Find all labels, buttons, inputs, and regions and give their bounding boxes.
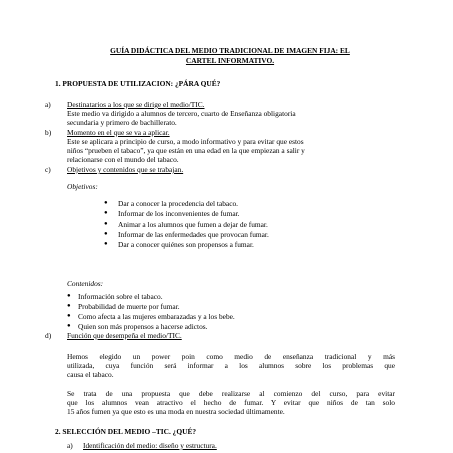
bullet-icon: ● (67, 323, 71, 329)
paragraph-2-line-1: Se trata de una propuesta que debe realizarse al comienzo del curso, para evitar (67, 389, 395, 398)
section-2-item-a-label: a) (67, 441, 73, 450)
bullet-icon: ● (67, 313, 71, 319)
contenido-item: Información sobre el tabaco. (78, 292, 163, 301)
objetivos-label: Objetivos: (67, 182, 98, 191)
bullet-icon: ● (67, 303, 71, 309)
bullet-icon: ● (104, 231, 108, 237)
section-2-heading: 2. SELECCIÓN DEL MEDIO –TIC. ¿QUÉ? (55, 427, 197, 436)
section-1-heading: 1. PROPUESTA DE UTILIZACION: ¿PÁRA QUÉ? (55, 79, 221, 88)
objetivo-item: Animar a los alumnos que fumen a dejar de fumar. (118, 220, 268, 229)
contenidos-label: Contenidos: (67, 279, 104, 288)
paragraph-2-line-2: que los alumnos vean atractivo el hecho de fumar. Y evitar que niños de tan solo (67, 398, 395, 407)
contenido-item: Como afecta a las mujeres embarazadas y a los bebe. (78, 312, 235, 321)
item-a-label: a) (45, 100, 51, 109)
item-d-heading: Función que desempeña el medio/TIC. (67, 331, 182, 340)
contenido-item: Quien son más propensos a hacerse adictos. (78, 322, 208, 331)
item-b-body-line-1: Este se aplicara a principio de curso, a modo informativo y para evitar que estos (67, 137, 304, 146)
item-a-body-line-1: Este medio va dirigido a alumnos de tercero, cuarto de Enseñanza obligatoria (67, 109, 296, 118)
item-c-heading: Objetivos y contenidos que se trabajan. (67, 165, 184, 174)
document-title-line-2: CARTEL INFORMATIVO. (185, 56, 275, 65)
item-c-label: c) (45, 165, 51, 174)
paragraph-1-line-1: Hemos elegido un power poin como medio de enseñanza tradicional y más (67, 352, 395, 361)
item-d-label: d) (45, 331, 52, 340)
bullet-icon: ● (104, 200, 108, 206)
item-a-heading: Destinatarios a los que se dirige el medio/TIC. (67, 100, 205, 109)
item-b-body-line-3: relacionarse con el mundo del tabaco. (67, 155, 179, 164)
objetivo-item: Informar de los inconvenientes de fumar. (118, 209, 240, 218)
paragraph-1-line-3: causa el tabaco. (67, 370, 114, 379)
objetivo-item: Informar de las enfermedades que provocan fumar. (118, 230, 269, 239)
bullet-icon: ● (67, 293, 71, 299)
bullet-icon: ● (104, 210, 108, 216)
contenido-item: Probabilidad de muerte por fumar. (78, 302, 180, 311)
bullet-icon: ● (104, 221, 108, 227)
section-2-item-a-heading: Identificación del medio: diseño y estructura. (83, 441, 217, 450)
item-a-body-line-2: secundaria y primero de bachillerato. (67, 118, 177, 127)
paragraph-2-line-3: 15 años fumen ya que esto es una moda en nuestra sociedad últimamente. (67, 407, 285, 416)
objetivo-item: Dar a conocer quiénes son propensos a fumar. (118, 240, 254, 249)
bullet-icon: ● (104, 241, 108, 247)
objetivo-item: Dar a conocer la procedencia del tabaco. (118, 199, 239, 208)
item-b-body-line-2: niños “prueben el tabaco”, ya que están en una edad en la que empiezan a salir y (67, 146, 305, 155)
item-b-label: b) (45, 128, 52, 137)
paragraph-1-line-2: utilizada, cuya función será informar a los alumnos sobre los problemas que (67, 361, 395, 370)
item-b-heading: Momento en el que se va a aplicar. (67, 128, 170, 137)
document-title-line-1: GUÍA DIDÁCTICA DEL MEDIO TRADICIONAL DE IMAGEN FIJA: EL (110, 46, 350, 55)
